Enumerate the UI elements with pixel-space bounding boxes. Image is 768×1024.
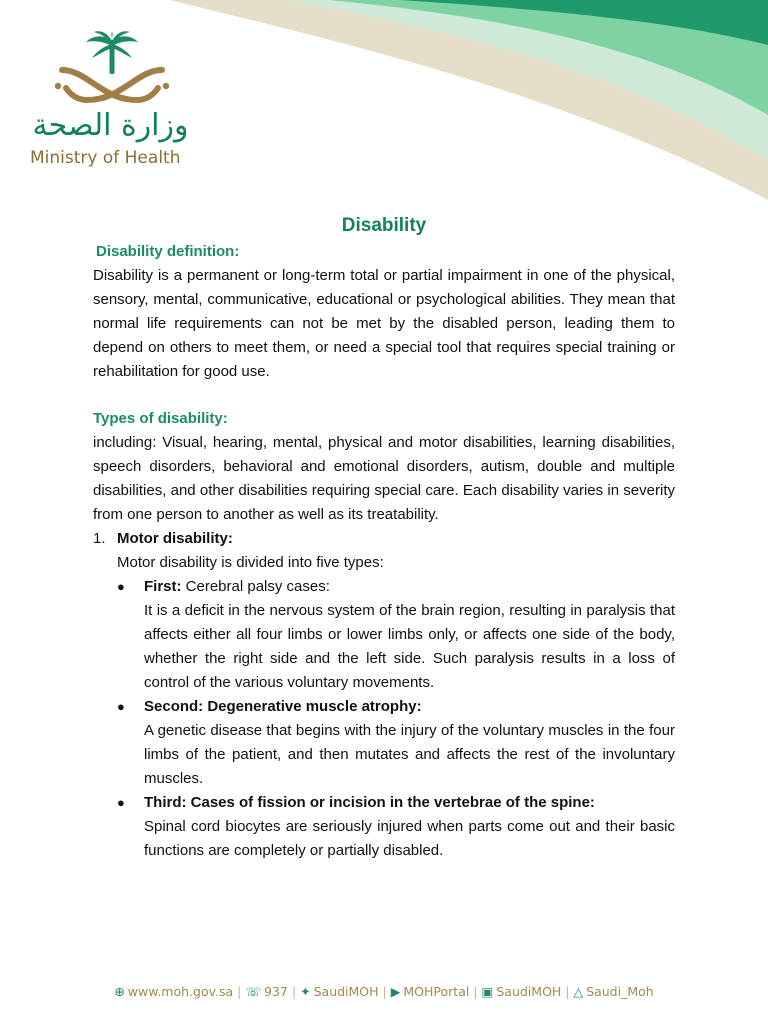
- types-paragraph: including: Visual, hearing, mental, physical and motor disabilities, learning disabilities, speech disorders, behavioral and emotional disorders, autism, double and multiple disabilities, and other disabilities requiring special care. Each disability varies in severity from one person to another as well as its treatability.: [93, 434, 675, 523]
- footer-website[interactable]: ⊕ www.moh.gov.sa: [114, 984, 234, 999]
- footer-twitter[interactable]: ✦ SaudiMOH: [300, 984, 379, 999]
- footer-facebook[interactable]: ▣ SaudiMOH: [481, 984, 562, 999]
- bullet-item-first: [93, 575, 675, 599]
- twitter-icon: ✦: [300, 984, 311, 999]
- bullet-text: A genetic disease that begins with the injury of the voluntary muscles in the four limbs of the patient, and then mutates and affects the rest of the involuntary muscles.: [144, 722, 675, 787]
- ministry-logo: [28, 30, 208, 180]
- footer-contact-bar: ⊕ www.moh.gov.sa | ☏ 937 | ✦ SaudiMOH | ▶ MOHPortal | ▣ SaudiMOH | △ Saudi_Moh: [114, 984, 654, 999]
- logo-arabic-text: وزارة الصحة: [32, 108, 189, 143]
- bullet-text: It is a deficit in the nervous system of the brain region, resulting in paralysis that affects either all four limbs or lower limbs only, or affects one side of the body, whether the right side and the left side. Such paralysis results in a loss of control of the various voluntary movements.: [144, 602, 675, 691]
- phone-icon: ☏: [245, 984, 262, 999]
- page-title: Disability: [341, 215, 427, 236]
- bullet-dot-icon: ●: [117, 795, 125, 810]
- definition-paragraph: Disability is a permanent or long-term total or partial impairment in one of the physical, sensory, mental, communicative, educational or psychological abilities. They mean that normal life requirements can not be met by the disabled person, leading them to depend on others to meet them, or need a special tool that requires special training or rehabilitation for good use.: [93, 267, 675, 380]
- footer-phone[interactable]: ☏ 937: [245, 984, 288, 999]
- bullet-label-rest: Cerebral palsy cases:: [181, 578, 330, 595]
- logo-english-text: Ministry of Health: [30, 148, 181, 168]
- facebook-icon: ▣: [481, 984, 494, 999]
- types-heading: Types of disability:: [93, 410, 228, 427]
- bullet-label: Third: Cases of fission or incision in the vertebrae of the spine:: [144, 794, 595, 811]
- snapchat-icon: △: [573, 984, 584, 999]
- definition-heading: Disability definition:: [96, 243, 240, 260]
- bullet-label: Second: Degenerative muscle atrophy:: [144, 698, 422, 715]
- bullet-text: Spinal cord biocytes are seriously injured when parts come out and their basic functions are completely or partially disabled.: [144, 818, 675, 859]
- footer-snapchat[interactable]: △ Saudi_Moh: [573, 984, 654, 999]
- numbered-item-motor: [93, 527, 675, 551]
- palm-swords-emblem-icon: [42, 30, 182, 110]
- item-number: 1.: [93, 530, 106, 547]
- bullet-item-second: [93, 695, 675, 719]
- bullet-label: First:: [144, 578, 182, 595]
- item-title: Motor disability:: [117, 530, 233, 547]
- youtube-icon: ▶: [390, 984, 401, 999]
- types-section: [93, 407, 675, 863]
- footer-youtube[interactable]: ▶ MOHPortal: [390, 984, 470, 999]
- globe-icon: ⊕: [114, 984, 125, 999]
- bullet-dot-icon: ●: [117, 699, 125, 714]
- bullet-item-third: [93, 791, 675, 815]
- item-intro: Motor disability is divided into five types:: [117, 554, 384, 571]
- definition-section: [93, 240, 675, 384]
- bullet-dot-icon: ●: [117, 579, 125, 594]
